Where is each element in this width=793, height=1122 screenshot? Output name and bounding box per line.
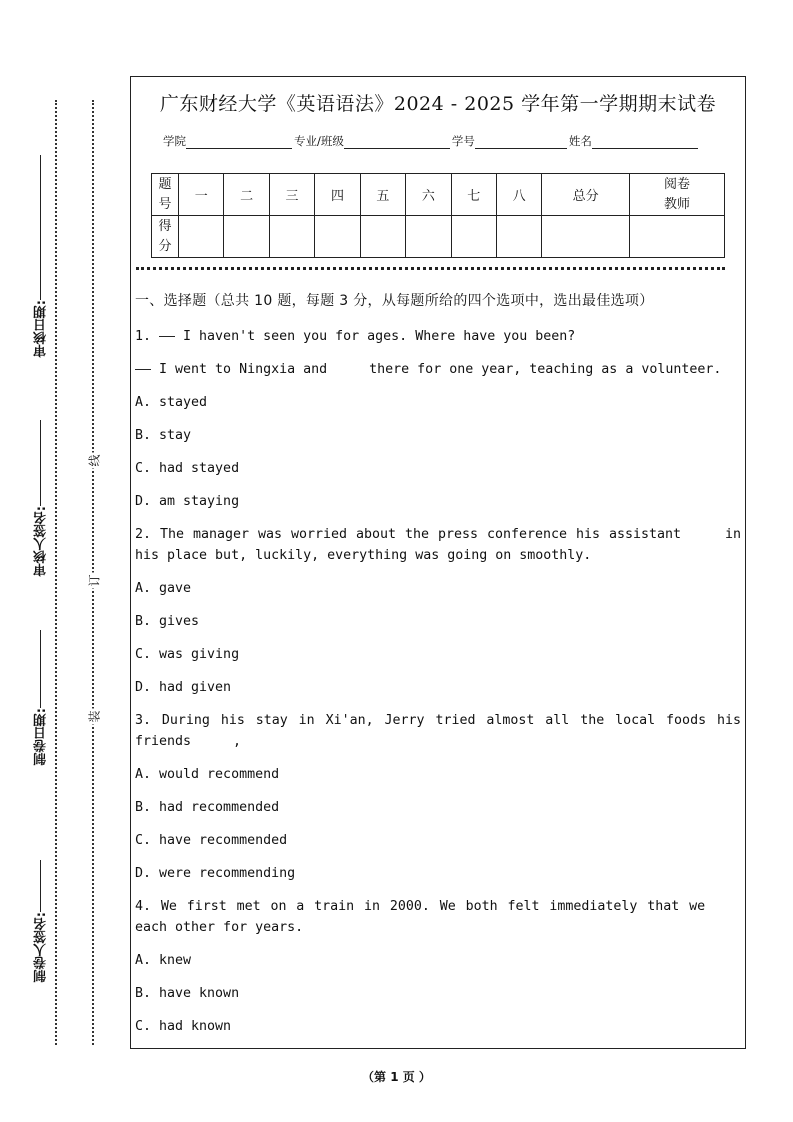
score-cell-7[interactable] bbox=[451, 216, 496, 258]
score-cell-5[interactable] bbox=[360, 216, 405, 258]
score-cell-1[interactable] bbox=[179, 216, 224, 258]
question-1-option-a: A. stayed bbox=[135, 395, 208, 410]
score-cell-8[interactable] bbox=[496, 216, 541, 258]
exam-title: 广东财经大学《英语语法》2024 - 2025 学年第一学期期末试卷 bbox=[159, 93, 717, 115]
reviewer-label: 阅卷 教师 bbox=[630, 174, 725, 216]
question-number-label: 题 号 bbox=[152, 174, 179, 216]
question-4-option-c: C. had known bbox=[135, 1019, 232, 1034]
score-label: 得 分 bbox=[152, 216, 179, 258]
major-field[interactable] bbox=[344, 135, 450, 149]
reviewer-signature-label: 审核人签名: bbox=[33, 506, 49, 577]
col-total: 总分 bbox=[542, 174, 630, 216]
score-table-score-row bbox=[152, 216, 725, 258]
score-cell-total[interactable] bbox=[542, 216, 630, 258]
student-id-field[interactable] bbox=[475, 135, 567, 149]
preparer-signature-label: 制卷人签名: bbox=[33, 912, 49, 983]
student-id-label: 学号 bbox=[451, 134, 475, 148]
score-cell-4[interactable] bbox=[315, 216, 360, 258]
binding-dotted-line-left bbox=[55, 100, 57, 1045]
question-3-option-d: D. were recommending bbox=[135, 866, 296, 881]
question-4-option-a: A. knew bbox=[135, 953, 192, 968]
prepare-date-blank[interactable] bbox=[40, 630, 42, 708]
section-1-heading: 一、选择题（总共 10 题，每题 3 分，从每题所给的四个选项中，选出最佳选项） bbox=[135, 293, 654, 309]
name-field[interactable] bbox=[592, 135, 698, 149]
reviewer-signature-blank[interactable] bbox=[40, 420, 42, 506]
preparer-signature bbox=[30, 860, 52, 982]
reviewer-cell[interactable] bbox=[630, 216, 725, 258]
dotted-separator bbox=[136, 267, 725, 270]
score-table-header-row bbox=[152, 174, 725, 216]
question-2-stem: 2. The manager was worried about the press conference his assistant in his place but, luckily, everything was going on smoothly. bbox=[135, 527, 741, 563]
col-1: 一 bbox=[179, 174, 224, 216]
score-cell-6[interactable] bbox=[406, 216, 451, 258]
score-table bbox=[151, 173, 725, 258]
college-label: 学院 bbox=[163, 134, 186, 148]
question-2-option-d: D. had given bbox=[135, 680, 232, 695]
question-3-option-c: C. have recommended bbox=[135, 833, 288, 848]
col-3: 三 bbox=[269, 174, 314, 216]
binding-mark-line: 线 bbox=[87, 454, 102, 467]
question-1-option-d: D. am staying bbox=[135, 494, 240, 509]
col-7: 七 bbox=[451, 174, 496, 216]
exam-page-frame bbox=[130, 76, 746, 1049]
reviewer-signature bbox=[30, 420, 52, 576]
col-6: 六 bbox=[406, 174, 451, 216]
question-2-option-b: B. gives bbox=[135, 614, 200, 629]
score-cell-3[interactable] bbox=[269, 216, 314, 258]
student-info-line bbox=[163, 133, 700, 149]
col-2: 二 bbox=[224, 174, 269, 216]
review-date-label: 审核日期: bbox=[33, 300, 49, 358]
prepare-date-label: 制卷日期: bbox=[33, 708, 49, 766]
question-1-option-c: C. had stayed bbox=[135, 461, 240, 476]
review-date-signature bbox=[30, 155, 52, 357]
question-2-option-c: C. was giving bbox=[135, 647, 240, 662]
binding-mark-staple: 订 bbox=[87, 574, 102, 587]
score-cell-2[interactable] bbox=[224, 216, 269, 258]
question-4-option-b: B. have known bbox=[135, 986, 240, 1001]
col-4: 四 bbox=[315, 174, 360, 216]
question-1-line1: 1. —— I haven't seen you for ages. Where have you been? bbox=[135, 329, 576, 344]
preparer-signature-blank[interactable] bbox=[40, 860, 42, 912]
page-number: （第 1 页 ） bbox=[362, 1070, 431, 1084]
binding-mark-bind: 装 bbox=[87, 710, 102, 723]
college-field[interactable] bbox=[186, 135, 292, 149]
col-8: 八 bbox=[496, 174, 541, 216]
name-label: 姓名 bbox=[568, 134, 592, 148]
question-3-option-b: B. had recommended bbox=[135, 800, 280, 815]
section-1 bbox=[135, 291, 741, 1049]
review-date-blank[interactable] bbox=[40, 155, 42, 300]
question-3-stem: 3. During his stay in Xi'an, Jerry tried almost all the local foods his friends , bbox=[135, 713, 741, 749]
major-label: 专业/班级 bbox=[294, 134, 344, 148]
prepare-date-signature bbox=[30, 630, 52, 765]
question-3-option-a: A. would recommend bbox=[135, 767, 280, 782]
question-1-option-b: B. stay bbox=[135, 428, 192, 443]
question-2-option-a: A. gave bbox=[135, 581, 192, 596]
question-4-stem: 4. We first met on a train in 2000. We both felt immediately that we each other for years. bbox=[135, 899, 715, 935]
col-5: 五 bbox=[360, 174, 405, 216]
question-1-line2: —— I went to Ningxia and there for one year, teaching as a volunteer. bbox=[135, 362, 722, 377]
